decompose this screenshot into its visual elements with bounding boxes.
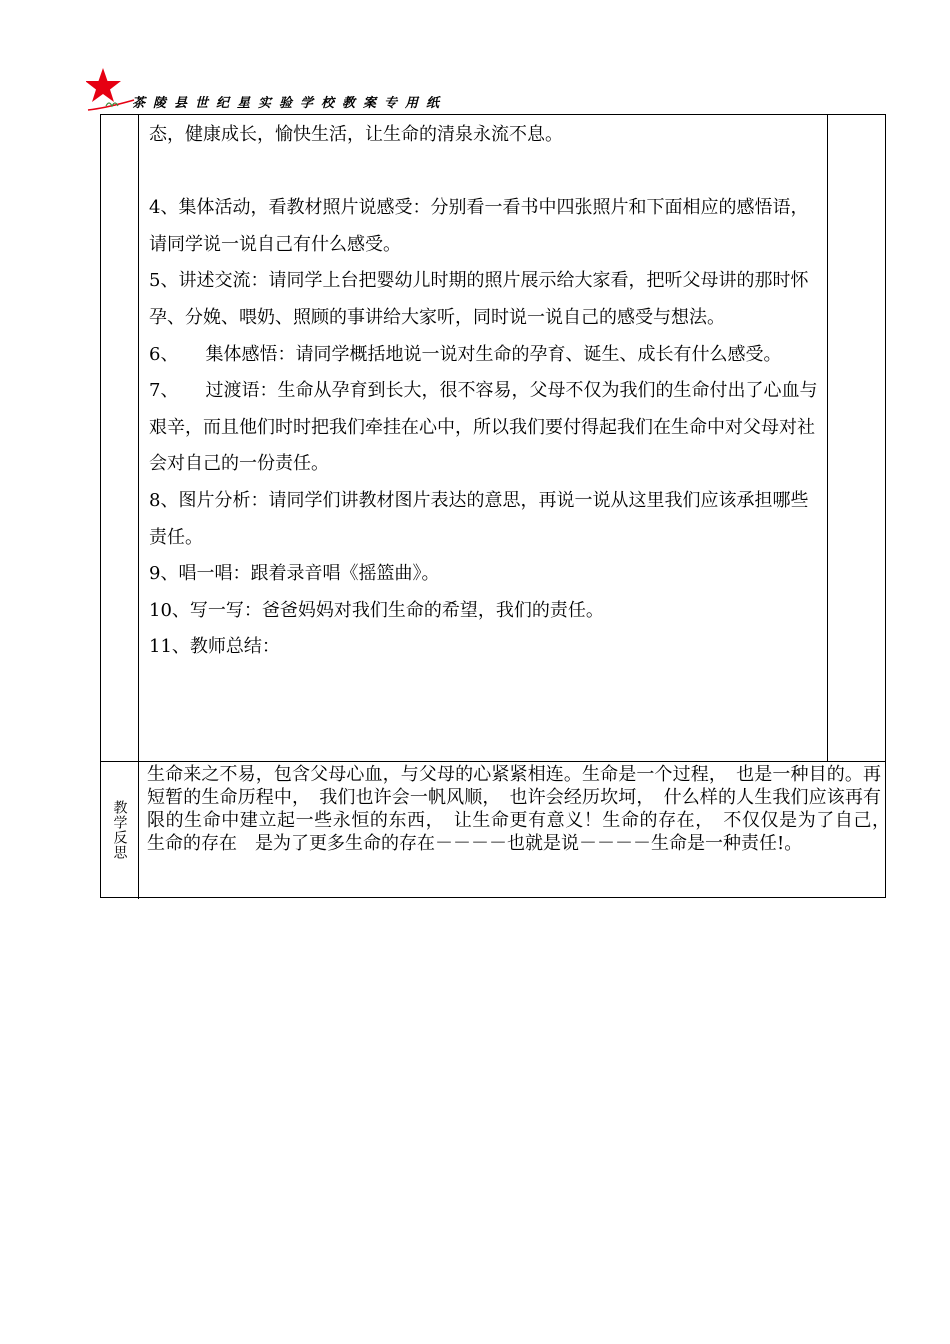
- lesson-paragraph: 8、图片分析：请同学们讲教材图片表达的意思，再说一说从这里我们应该承担哪些责任。: [149, 489, 809, 548]
- red-star-logo-icon: [86, 66, 136, 112]
- lesson-paragraph: 态，健康成长，愉快生活，让生命的清泉永流不息。: [149, 124, 563, 145]
- table-divider-right: [827, 115, 828, 761]
- lesson-paragraph: 11、教师总结：: [149, 636, 280, 658]
- lesson-paragraph: 4、集体活动，看教材照片说感受：分别看一看书中四张照片和下面相应的感悟语，请同学说一说自己有什么感受。: [149, 197, 809, 255]
- paragraph-spacer: [149, 154, 825, 191]
- page-header: [86, 66, 866, 116]
- lesson-paragraph: 5、讲述交流：请同学上台把婴幼儿时期的照片展示给大家看，把听父母讲的那时怀孕、分娩、喂奶、照顾的事讲给大家听，同时说一说自己的感受与想法。: [149, 270, 809, 328]
- reflection-label: 教学反思: [111, 800, 128, 860]
- lesson-paragraph: 6、 集体感悟：请同学概括地说一说对生命的孕育、诞生、成长有什么感受。: [149, 343, 782, 365]
- lesson-paragraph: 9、唱一唱：跟着录音唱《摇篮曲》。: [149, 563, 440, 585]
- lesson-paragraph: 10、写一写：爸爸妈妈对我们生命的希望，我们的责任。: [149, 599, 604, 621]
- table-row-divider: [101, 761, 885, 762]
- lesson-plan-table: [100, 114, 899, 898]
- reflection-label-cell: [101, 761, 138, 899]
- school-header-title: 茶陵县世纪星实验学校教案专用纸: [132, 96, 448, 111]
- reflection-text: 生命来之不易，包含父母心血，与父母的心紧紧相连。生命是一个过程， 也是一种目的。再短暂的生命历程中， 我们也许会一帆风顺， 也许会经历坎坷， 什么样的人生我们应该再有限的生命中建立起一些永恒的东西， 让生命更有意义！生命的存在， 不仅仅是为了自己， 生命的存在 是为了更多生命的存在－－－－也就是说－－－－生命是一种责任!。: [147, 764, 899, 854]
- lesson-steps: [149, 117, 825, 666]
- table-divider-left: [138, 115, 139, 899]
- lesson-paragraph: 7、 过渡语：生命从孕育到长大，很不容易，父母不仅为我们的生命付出了心血与艰辛，而且他们时时把我们牵挂在心中，所以我们要付得起我们在生命中对父母对社会对自己的一份责任。: [149, 380, 818, 475]
